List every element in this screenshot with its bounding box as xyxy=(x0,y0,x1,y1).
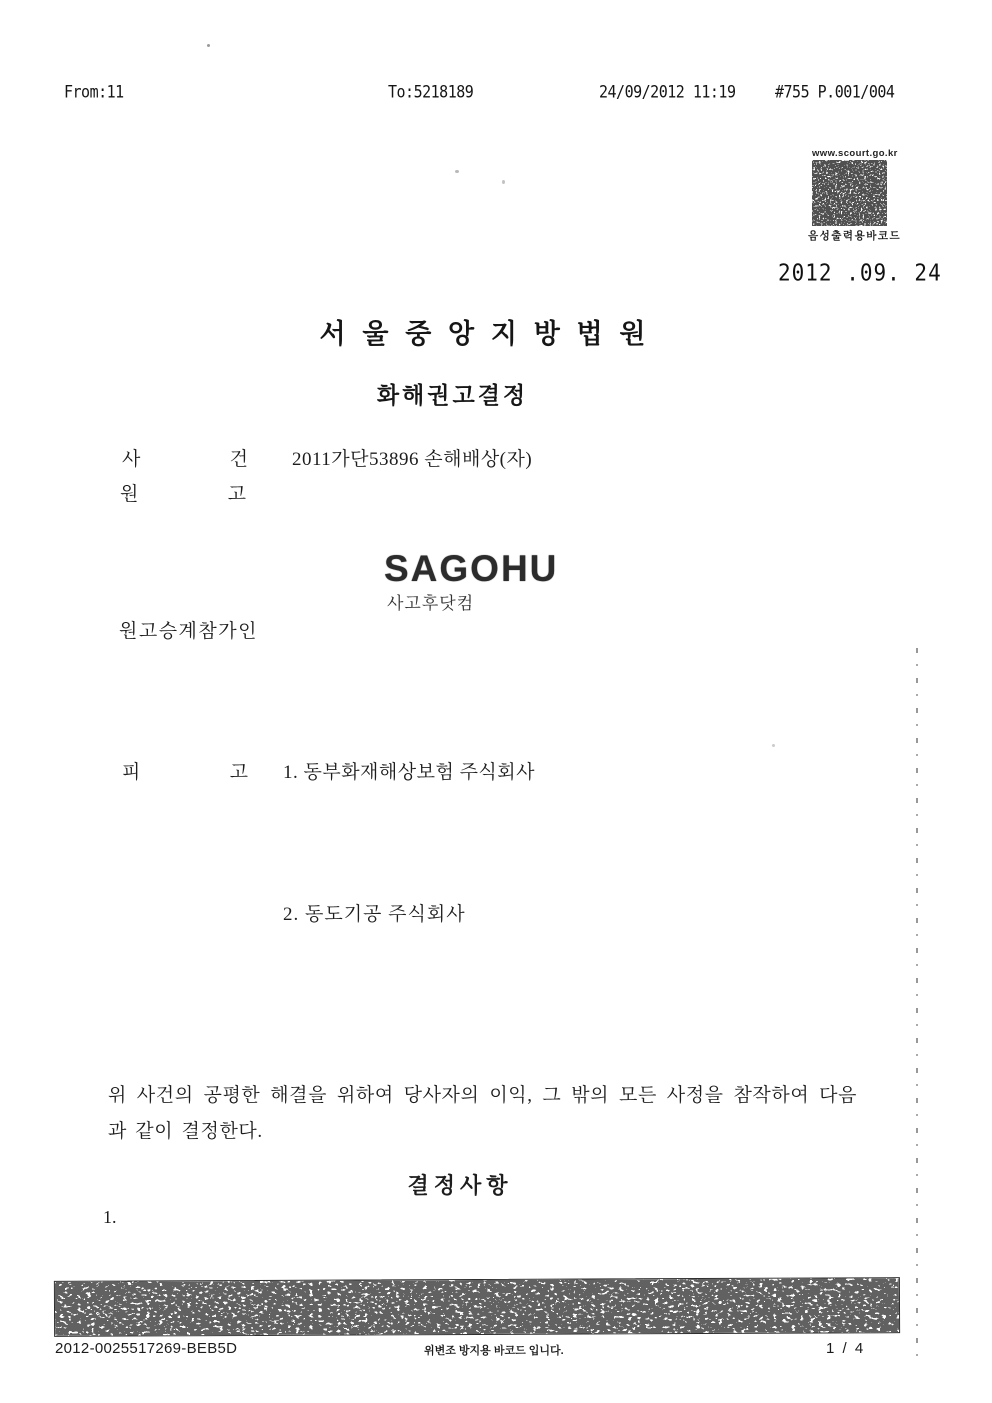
barcode-caption: 음성출력용바코드 xyxy=(808,230,902,242)
plaintiff-label xyxy=(120,479,246,506)
fax-page-counter: #755 P.001/004 xyxy=(775,82,895,103)
decision-body-paragraph xyxy=(108,1078,870,1150)
case-number-value: 2011가단53896 손해배상(자) xyxy=(292,449,533,470)
scan-speck xyxy=(207,44,210,47)
defendant-label xyxy=(122,757,248,784)
document-code: 2012-0025517269-BEB5D xyxy=(55,1340,238,1357)
sagohu-logo: SAGOHU xyxy=(384,548,559,589)
scourt-url-label: www.scourt.go.kr xyxy=(812,148,898,159)
document-title: 화해권고결정 xyxy=(376,383,529,408)
page-number: 1 / 4 xyxy=(826,1340,866,1357)
body-line: 위 사건의 공평한 해결을 위하여 당사자의 이익, 그 밖의 모든 사정을 참작하여 다음 xyxy=(108,1085,858,1106)
case-label xyxy=(122,444,248,471)
fax-from: From:11 xyxy=(64,82,124,103)
barcode-note: 위변조 방지용 바코드 입니다. xyxy=(424,1345,564,1357)
voice-output-barcode-icon xyxy=(812,160,887,226)
scan-speck xyxy=(502,180,505,184)
fax-datetime: 24/09/2012 11:19 xyxy=(599,82,736,103)
intervenor-label: 원고승계참가인 xyxy=(119,621,258,642)
scan-speck xyxy=(772,744,775,747)
plaintiff-label-char: 고 xyxy=(227,484,246,505)
fax-to: To:5218189 xyxy=(388,82,474,103)
decision-item-number: 1. xyxy=(103,1207,117,1227)
sagohu-logo-subtext: 사고후닷컴 xyxy=(387,594,475,613)
received-date-stamp: 2012 .09. 24 xyxy=(778,259,942,287)
body-line: 과 같이 결정한다. xyxy=(108,1121,263,1142)
case-label-char: 사 xyxy=(122,449,141,470)
plaintiff-label-char: 원 xyxy=(120,484,139,505)
court-name-title: 서 울 중 앙 지 방 법 원 xyxy=(319,319,651,349)
defendant-2-name: 2. 동도기공 주식회사 xyxy=(283,904,466,925)
scan-speck xyxy=(455,170,459,173)
scan-artifact-line xyxy=(916,648,918,1366)
anti-forgery-barcode-strip xyxy=(54,1277,900,1337)
defendant-label-char: 피 xyxy=(122,762,141,783)
defendant-1-name: 1. 동부화재해상보험 주식회사 xyxy=(283,762,535,783)
decision-items-heading: 결정사항 xyxy=(407,1173,513,1198)
defendant-label-char: 고 xyxy=(229,762,248,783)
case-label-char: 건 xyxy=(229,449,248,470)
